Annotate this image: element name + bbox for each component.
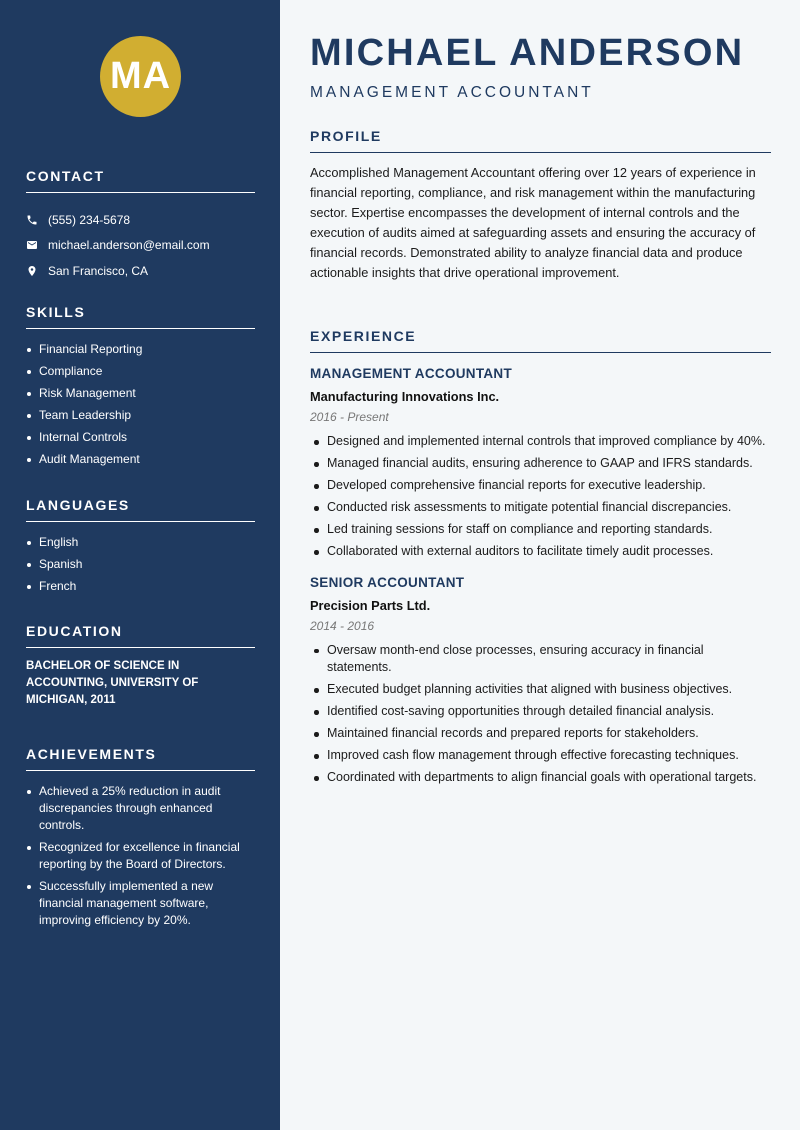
contact-location bbox=[26, 258, 255, 284]
skills-heading: SKILLS bbox=[26, 304, 255, 329]
skill-item: Risk Management bbox=[26, 385, 255, 402]
job-bullet: Executed budget planning activities that aligned with business objectives. bbox=[310, 681, 771, 699]
candidate-role: MANAGEMENT ACCOUNTANT bbox=[310, 84, 594, 101]
profile-heading: PROFILE bbox=[310, 128, 771, 153]
email-icon bbox=[26, 239, 48, 251]
language-item: French bbox=[26, 578, 255, 595]
achievements-list bbox=[26, 783, 255, 929]
profile-summary: Accomplished Management Accountant offering over 12 years of experience in financial reporting, compliance, and risk management within the manufacturing sector. Expertise encompasses the development of internal controls and the execution of audits aimed at safeguarding assets and ensuring the accuracy of financial records. Demonstrated ability to analyze financial data and produce actionable insights that drive operational improvement. bbox=[310, 165, 756, 280]
sidebar bbox=[0, 0, 280, 1130]
contact-location-text: San Francisco, CA bbox=[48, 263, 149, 278]
skill-item: Financial Reporting bbox=[26, 341, 255, 358]
achievements-section bbox=[26, 746, 255, 934]
achievements-heading: ACHIEVEMENTS bbox=[26, 746, 255, 771]
experience-section bbox=[310, 328, 771, 791]
profile-section bbox=[310, 128, 771, 283]
contact-phone bbox=[26, 207, 255, 233]
company-name: Precision Parts Ltd. bbox=[310, 597, 431, 613]
job-bullet: Collaborated with external auditors to facilitate timely audit processes. bbox=[310, 543, 771, 561]
education-degree: BACHELOR OF SCIENCE IN ACCOUNTING, UNIVERSITY OF MICHIGAN, 2011 bbox=[26, 660, 199, 706]
company-name: Manufacturing Innovations Inc. bbox=[310, 389, 500, 404]
languages-list bbox=[26, 534, 255, 595]
location-pin-icon bbox=[26, 265, 48, 277]
job-bullet: Oversaw month-end close processes, ensuring accuracy in financial statements. bbox=[310, 642, 771, 677]
job-dates: 2016 - Present bbox=[310, 410, 389, 424]
job-bullet: Identified cost-saving opportunities through detailed financial analysis. bbox=[310, 703, 771, 721]
candidate-name: MICHAEL ANDERSON bbox=[310, 32, 745, 74]
skill-item: Audit Management bbox=[26, 451, 255, 468]
job-title: MANAGEMENT ACCOUNTANT bbox=[310, 366, 513, 381]
contact-email-text: michael.anderson@email.com bbox=[48, 238, 210, 253]
language-item: English bbox=[26, 534, 255, 551]
job-bullet: Coordinated with departments to align financial goals with operational targets. bbox=[310, 769, 771, 787]
phone-icon bbox=[26, 214, 48, 226]
job-bullets bbox=[310, 433, 771, 561]
achievement-item: Successfully implemented a new financial management software, improving efficiency by 20%. bbox=[26, 878, 255, 929]
languages-section bbox=[26, 497, 255, 600]
education-heading: EDUCATION bbox=[26, 623, 255, 648]
job-bullets bbox=[310, 642, 771, 787]
skills-section bbox=[26, 304, 255, 473]
job-bullet: Managed financial audits, ensuring adherence to GAAP and IFRS standards. bbox=[310, 455, 771, 473]
contact-email bbox=[26, 233, 255, 259]
contact-heading: CONTACT bbox=[26, 168, 255, 193]
avatar: MA bbox=[100, 36, 181, 117]
contact-phone-text: (555) 234-5678 bbox=[48, 212, 131, 227]
contact-section bbox=[26, 168, 255, 284]
job-entry bbox=[310, 366, 771, 561]
language-item: Spanish bbox=[26, 556, 255, 573]
job-bullet: Improved cash flow management through effective forecasting techniques. bbox=[310, 747, 771, 765]
job-bullet: Maintained financial records and prepared reports for stakeholders. bbox=[310, 725, 771, 743]
experience-heading: EXPERIENCE bbox=[310, 328, 771, 353]
job-title: SENIOR ACCOUNTANT bbox=[310, 574, 465, 590]
education-section bbox=[26, 623, 255, 709]
job-bullet: Led training sessions for staff on compliance and reporting standards. bbox=[310, 521, 771, 539]
achievement-item: Achieved a 25% reduction in audit discrepancies through enhanced controls. bbox=[26, 783, 255, 834]
job-bullet: Designed and implemented internal controls that improved compliance by 40%. bbox=[310, 433, 771, 451]
skill-item: Compliance bbox=[26, 363, 255, 380]
job-bullet: Conducted risk assessments to mitigate potential financial discrepancies. bbox=[310, 499, 771, 517]
job-bullet: Developed comprehensive financial reports for executive leadership. bbox=[310, 477, 771, 495]
job-dates: 2014 - 2016 bbox=[310, 618, 375, 633]
achievement-item: Recognized for excellence in financial reporting by the Board of Directors. bbox=[26, 839, 255, 873]
job-entry bbox=[310, 575, 771, 787]
skill-item: Internal Controls bbox=[26, 429, 255, 446]
skill-item: Team Leadership bbox=[26, 407, 255, 424]
languages-heading: LANGUAGES bbox=[26, 497, 255, 522]
skills-list bbox=[26, 341, 255, 468]
